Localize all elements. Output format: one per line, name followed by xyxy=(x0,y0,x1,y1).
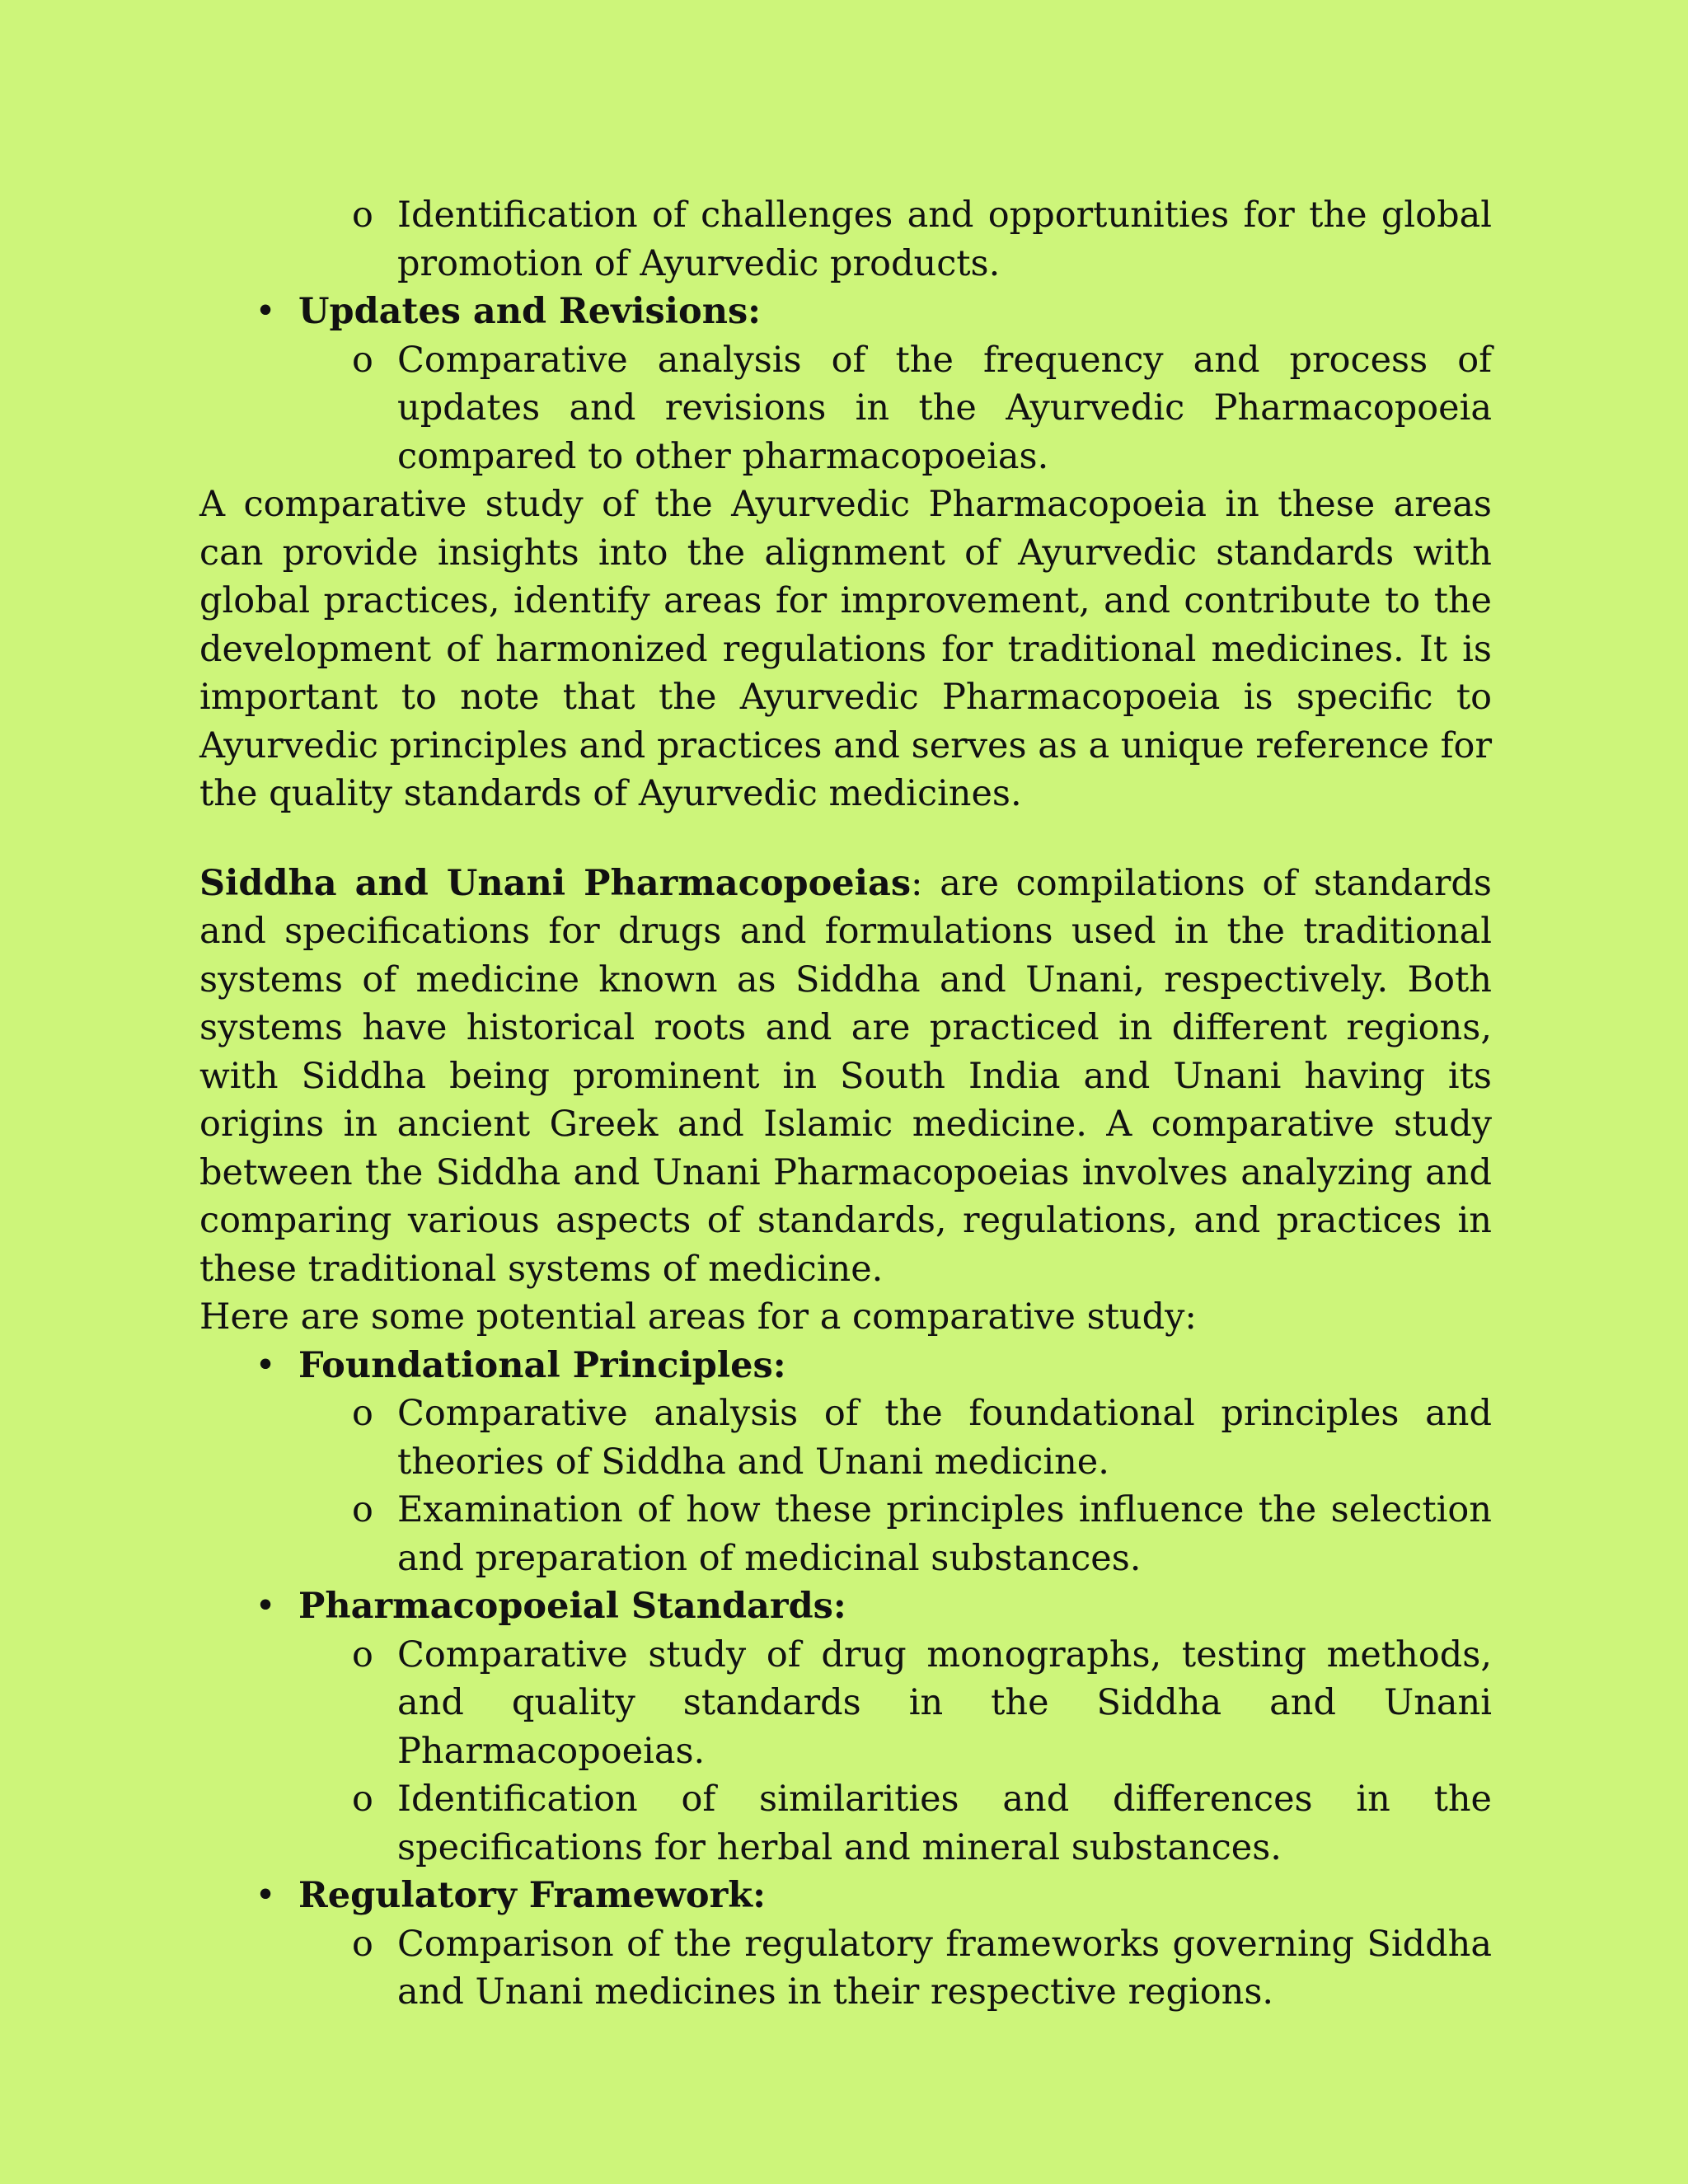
bullet-updates-and-revisions xyxy=(199,288,1492,336)
sub-item-text: Examination of how these principles influence the selection and preparation of medicinal substances. xyxy=(397,1489,1492,1579)
bullet-label: Updates and Revisions: xyxy=(298,291,762,332)
paragraph-gap xyxy=(199,818,1492,860)
bullet-marker: • xyxy=(255,1344,276,1386)
bullet-pharmacopoeial-standards xyxy=(199,1582,1492,1631)
intro-line: Here are some potential areas for a comparative study: xyxy=(199,1296,1197,1338)
sub-item-text: Comparison of the regulatory frameworks governing Siddha and Unani medicines in their respective regions. xyxy=(397,1923,1492,2013)
paragraph-ayurvedic-summary: A comparative study of the Ayurvedic Pharmacopoeia in these areas can provide insights into the alignment of Ayurvedic standards with global practices, identify areas for improvement, and contribute to the development of harmonized regulations for traditional medicines. It is important to note that the Ayurvedic Pharmacopoeia is specific to Ayurvedic principles and practices and serves as a unique reference for the quality standards of Ayurvedic medicines. xyxy=(199,484,1492,814)
sub-item-text: Comparative analysis of the foundational principles and theories of Siddha and Unani medicine. xyxy=(397,1393,1492,1483)
sub-item xyxy=(199,1775,1492,1872)
bullet-marker: • xyxy=(255,291,276,332)
bullet-label: Pharmacopoeial Standards: xyxy=(298,1586,846,1627)
sub-bullet-marker: o xyxy=(352,1489,373,1530)
sub-item-updates-analysis xyxy=(199,336,1492,481)
paragraph-body: : are compilations of standards and specifications for drugs and formulations used in the traditional systems of medicine known as Siddha and Unani, respectively. Both systems have historical roots and are practiced in different regions, with Siddha being prominent in South India and Unani having its origins in ancient Greek and Islamic medicine. A comparative study between the Siddha and Unani Pharmacopoeias involves analyzing and comparing various aspects of standards, regulations, and practices in these traditional systems of medicine. xyxy=(199,862,1492,1290)
sub-item xyxy=(199,1486,1492,1582)
sub-bullet-marker: o xyxy=(352,1633,373,1675)
sub-item-global-promotion xyxy=(199,191,1492,288)
sub-bullet-marker: o xyxy=(352,339,373,381)
sub-item-text: Identification of similarities and differences in the specifications for herbal and mineral substances. xyxy=(397,1779,1492,1868)
sub-item-text: Identification of challenges and opportunities for the global promotion of Ayurvedic products. xyxy=(397,194,1492,284)
sub-item xyxy=(199,1390,1492,1486)
bullet-marker: • xyxy=(255,1875,276,1916)
bullet-regulatory-framework xyxy=(199,1872,1492,1920)
sub-bullet-marker: o xyxy=(352,1923,373,1965)
sub-item xyxy=(199,1631,1492,1776)
bullet-label: Regulatory Framework: xyxy=(298,1875,766,1916)
sub-item xyxy=(199,1920,1492,2017)
sub-bullet-marker: o xyxy=(352,1779,373,1820)
sub-item-text: Comparative analysis of the frequency and process of updates and revisions in the Ayurvedic Pharmacopoeia compared to other pharmacopoeias. xyxy=(397,339,1492,477)
bullet-foundational-principles xyxy=(199,1342,1492,1390)
sub-bullet-marker: o xyxy=(352,194,373,236)
bullet-marker: • xyxy=(255,1586,276,1627)
paragraph-siddha-unani xyxy=(199,860,1492,1294)
term-siddha-unani: Siddha and Unani Pharmacopoeias xyxy=(199,862,912,904)
sub-item-text: Comparative study of drug monographs, testing methods, and quality standards in the Siddha and Unani Pharmacopoeias. xyxy=(397,1633,1492,1772)
sub-bullet-marker: o xyxy=(352,1393,373,1434)
bullet-label: Foundational Principles: xyxy=(298,1344,786,1386)
